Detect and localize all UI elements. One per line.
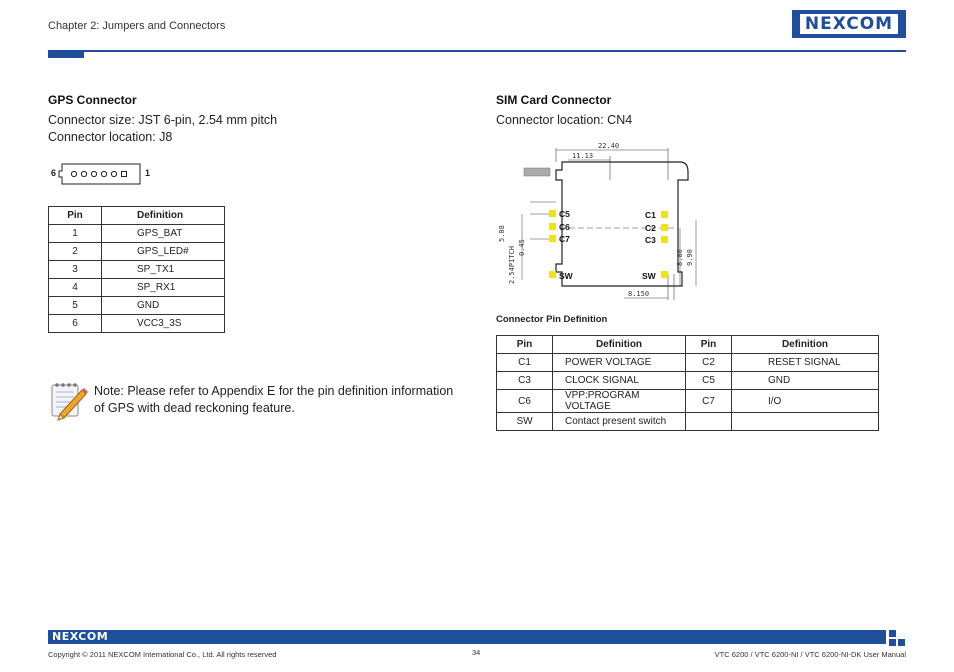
gps-connector-outline xyxy=(58,160,144,188)
note-text: Note: Please refer to Appendix E for the pin definition information of GPS with dead reckoning feature. xyxy=(94,384,454,415)
dim-2-54pitch: 2.54PITCH xyxy=(508,246,516,284)
table-row xyxy=(49,315,225,333)
sim-label-sw-left: SW xyxy=(559,271,573,281)
pad-c3 xyxy=(661,236,668,243)
footer-logo: NEXCOM xyxy=(52,630,109,643)
pad-c5 xyxy=(549,210,556,217)
sim-def-cell: RESET SIGNAL xyxy=(732,354,879,372)
gps-pin-cell: 4 xyxy=(49,279,102,297)
table-row xyxy=(49,243,225,261)
gps-def-cell: GND xyxy=(102,297,225,315)
gps-pin-left-label: 6 xyxy=(51,168,57,178)
sim-pin-cell xyxy=(686,413,732,431)
sim-label-c7: C7 xyxy=(559,234,570,244)
sim-col-pin-1: Pin xyxy=(497,336,553,354)
logo-text: NEXCOM xyxy=(800,14,898,34)
header-divider xyxy=(48,50,906,52)
sim-pin-cell: C6 xyxy=(497,390,553,413)
header-accent-block xyxy=(48,50,84,58)
gps-pin-cell: 5 xyxy=(49,297,102,315)
sim-pin-cell: C1 xyxy=(497,354,553,372)
gps-connector-location: Connector location: J8 xyxy=(48,130,173,144)
gps-def-cell: VCC3_3S xyxy=(102,315,225,333)
table-row xyxy=(497,354,879,372)
sim-def-cell: I/O xyxy=(732,390,879,413)
footer-square xyxy=(898,639,905,646)
gps-connector-diagram xyxy=(48,160,158,188)
pad-sw-right xyxy=(661,271,668,278)
sim-def-cell: GND xyxy=(732,372,879,390)
sim-def-cell: POWER VOLTAGE xyxy=(553,354,686,372)
dim-8-00: 8.00 xyxy=(676,249,684,266)
gps-def-cell: GPS_LED# xyxy=(102,243,225,261)
table-row xyxy=(49,225,225,243)
gps-col-definition: Definition xyxy=(102,207,225,225)
page-number: 34 xyxy=(472,648,481,657)
sim-connector-location: Connector location: CN4 xyxy=(496,113,633,127)
sim-label-c2: C2 xyxy=(645,223,656,233)
pad-c2 xyxy=(661,224,668,231)
sim-pin-cell: SW xyxy=(497,413,553,431)
gps-pin-right-label: 1 xyxy=(145,168,151,178)
sim-col-pin-2: Pin xyxy=(686,336,732,354)
table-row xyxy=(497,390,879,413)
pad-c1 xyxy=(661,211,668,218)
sim-table-title: Connector Pin Definition xyxy=(496,314,608,325)
sim-label-c5: C5 xyxy=(559,209,570,219)
sim-def-cell: CLOCK SIGNAL xyxy=(553,372,686,390)
table-row xyxy=(49,261,225,279)
gps-pin-cell: 3 xyxy=(49,261,102,279)
dim-22-40: 22.40 xyxy=(598,142,620,150)
gps-pin-cell: 6 xyxy=(49,315,102,333)
sim-pin-cell: C2 xyxy=(686,354,732,372)
sim-col-definition-1: Definition xyxy=(553,336,686,354)
dim-0-45: 0.45 xyxy=(518,239,526,256)
sim-pin-cell: C7 xyxy=(686,390,732,413)
dim-9-90: 9.90 xyxy=(686,249,694,266)
footer-square xyxy=(889,630,896,637)
table-row xyxy=(49,297,225,315)
sim-def-cell xyxy=(732,413,879,431)
sim-label-c6: C6 xyxy=(559,222,570,232)
nexcom-logo xyxy=(792,10,906,38)
gps-def-cell: SP_RX1 xyxy=(102,279,225,297)
pad-c6 xyxy=(549,223,556,230)
footer-manual-title: VTC 6200 / VTC 6200-NI / VTC 6200-NI-DK User Manual xyxy=(714,650,906,659)
sim-section-title: SIM Card Connector xyxy=(496,93,612,107)
dim-5-08: 5.08 xyxy=(498,225,506,242)
gps-pin-cell: 2 xyxy=(49,243,102,261)
footer-bar xyxy=(48,630,886,644)
notepad-pencil-icon xyxy=(46,380,88,420)
table-row xyxy=(497,372,879,390)
sim-pin-table xyxy=(496,335,879,431)
gps-def-cell: SP_TX1 xyxy=(102,261,225,279)
sim-pin-cell: C5 xyxy=(686,372,732,390)
gps-pin-cell: 1 xyxy=(49,225,102,243)
table-row xyxy=(497,413,879,431)
gps-col-pin: Pin xyxy=(49,207,102,225)
dim-8-150: 8.150 xyxy=(628,290,650,298)
sim-col-definition-2: Definition xyxy=(732,336,879,354)
gps-section-title: GPS Connector xyxy=(48,93,137,107)
gps-def-cell: GPS_BAT xyxy=(102,225,225,243)
table-row xyxy=(49,279,225,297)
sim-label-sw-right: SW xyxy=(642,271,656,281)
sim-label-c1: C1 xyxy=(645,210,656,220)
pad-sw-left xyxy=(549,271,556,278)
pad-c7 xyxy=(549,235,556,242)
sim-pin-cell: C3 xyxy=(497,372,553,390)
sim-label-c3: C3 xyxy=(645,235,656,245)
footer-copyright: Copyright © 2011 NEXCOM International Co., Ltd. All rights reserved xyxy=(48,650,277,659)
chapter-header: Chapter 2: Jumpers and Connectors xyxy=(48,20,226,32)
sim-def-cell: VPP:PROGRAM VOLTAGE xyxy=(553,390,686,413)
sim-def-cell: Contact present switch xyxy=(553,413,686,431)
gps-pin-table xyxy=(48,206,225,333)
footer-square xyxy=(889,639,896,646)
dim-11-13: 11.13 xyxy=(572,152,594,160)
sim-connector-diagram xyxy=(500,140,700,302)
gps-connector-size: Connector size: JST 6-pin, 2.54 mm pitch xyxy=(48,113,278,127)
